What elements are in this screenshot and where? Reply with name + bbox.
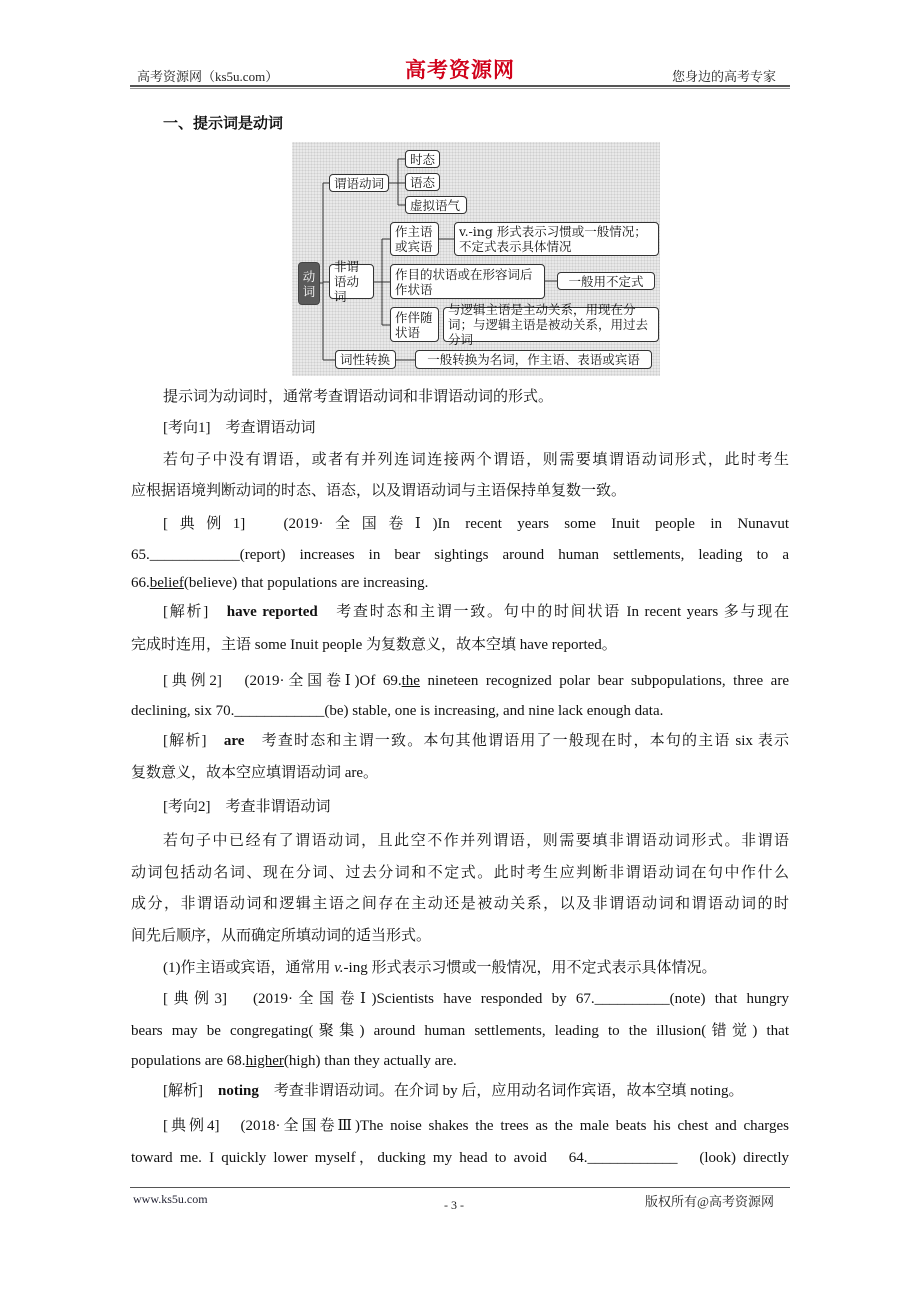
text-segment: [典例3] (2019·全国卷Ⅰ)Scientists have responded by 67.__________(note) that hungry xyxy=(163,991,789,1007)
text-segment: 提示词为动词时，通常考查谓语动词和非谓语动词的形式。 xyxy=(163,389,554,405)
node-as-subject-object: 作主语或宾语 xyxy=(390,222,439,256)
text-line xyxy=(163,797,789,817)
verb-mind-map xyxy=(292,142,660,376)
text-segment: [考向2] 考查非谓语动词 xyxy=(163,799,331,815)
note-subject-object: v.-ing 形式表示习惯或一般情况；不定式表示具体情况 xyxy=(454,222,659,256)
text-segment: [解析] xyxy=(163,1083,218,1099)
text-line xyxy=(163,387,789,407)
footer-copyright: 版权所有@高考资源网 xyxy=(645,1194,774,1209)
footer-divider xyxy=(130,1187,790,1188)
text-segment: [解析] xyxy=(163,733,224,749)
text-line xyxy=(131,926,789,946)
answer-fill: belief xyxy=(149,575,184,591)
footer-url: www.ks5u.com xyxy=(133,1192,208,1206)
text-segment: toward me. I quickly lower myself，ducking my head to avoid 64.____________ (look) directly xyxy=(131,1150,789,1166)
text-line xyxy=(131,545,789,565)
node-conversion: 词性转换 xyxy=(335,350,396,369)
header-logo: 高考资源网 xyxy=(405,58,515,82)
answer-key: are xyxy=(223,733,245,749)
text-segment: 复数意义，故本空应填谓语动词 are。 xyxy=(131,765,379,781)
text-line xyxy=(163,1116,789,1136)
text-segment: [考向1] 考查谓语动词 xyxy=(163,420,316,436)
note-purpose: 一般用不定式 xyxy=(557,272,655,290)
text-segment: bears may be congregating(聚集) around human settlements, leading to the illusion(错觉) that xyxy=(131,1023,789,1039)
text-line xyxy=(131,481,789,501)
header-slogan: 您身边的高考专家 xyxy=(672,69,777,84)
text-segment: 考查时态和主谓一致。句中的时间状语 In recent years 多与现在 xyxy=(317,604,789,620)
text-line xyxy=(163,731,789,751)
text-segment: 65.____________(report) increases in bear sightings around human settlements, leading to a xyxy=(131,547,789,563)
text-segment: nineteen recognized polar bear subpopulations, three are xyxy=(419,673,789,689)
text-segment: [解析] xyxy=(163,604,227,620)
text-line xyxy=(163,514,789,534)
node-voice: 语态 xyxy=(405,173,440,191)
node-as-accompany: 作伴随状语 xyxy=(390,307,439,342)
answer-key: have reported xyxy=(226,604,318,620)
text-line xyxy=(163,602,789,622)
text-line xyxy=(131,1021,789,1041)
text-segment: 动词包括动名词、现在分词、过去分词和不定式。此时考生应判断非谓语动词在句中作什么 xyxy=(131,865,789,881)
text-line xyxy=(131,863,789,883)
text-segment: declining, six 70.____________(be) stable, one is increasing, and nine lack enough data. xyxy=(131,703,664,719)
text-line xyxy=(131,635,789,655)
node-verb: 动词 xyxy=(298,262,320,305)
text-segment: 完成时连用，主语 some Inuit people 为复数意义，故本空填 have reported。 xyxy=(131,637,617,653)
text-line xyxy=(131,573,789,593)
answer-fill: higher xyxy=(245,1053,284,1069)
node-subjunctive: 虚拟语气 xyxy=(405,196,467,214)
text-segment: 考查非谓语动词。在介词 by 后，应用动名词作宾语，故本空填 noting。 xyxy=(258,1083,744,1099)
note-accompany: 与逻辑主语是主动关系，用现在分词；与逻辑主语是被动关系，用过去分词 xyxy=(443,307,659,342)
text-segment: [典例4] (2018·全国卷Ⅲ)The noise shakes the trees as the male beats his chest and charges xyxy=(163,1118,789,1134)
note-conversion: 一般转换为名词，作主语、表语或宾语 xyxy=(415,350,652,369)
answer-fill: the xyxy=(401,673,420,689)
page-number: - 3 - xyxy=(444,1198,464,1212)
text-line xyxy=(131,894,789,914)
text-segment: populations are 68. xyxy=(131,1053,246,1069)
text-line xyxy=(131,1051,789,1071)
text-line xyxy=(163,989,789,1009)
text-segment: (believe) that populations are increasing. xyxy=(183,575,429,591)
node-nonpredicate-verb: 非谓语动词 xyxy=(329,264,374,299)
text-segment: 成分，非谓语动词和逻辑主语之间存在主动还是被动关系，以及非谓语动词和谓语动词的时 xyxy=(131,896,789,912)
text-line xyxy=(131,763,789,783)
text-segment: 若句子中没有谓语，或者有并列连词连接两个谓语，则需要填谓语动词形式，此时考生 xyxy=(163,452,789,468)
node-as-purpose: 作目的状语或在形容词后作状语 xyxy=(390,264,545,299)
section-heading: 一、提示词是动词 xyxy=(163,116,284,132)
text-line xyxy=(163,418,789,438)
text-segment: 应根据语境判断动词的时态、语态，以及谓语动词与主语保持单复数一致。 xyxy=(131,483,627,499)
text-segment: -ing 形式表示习惯或一般情况，用不定式表示具体情况。 xyxy=(343,960,717,976)
text-line xyxy=(163,1081,789,1101)
node-tense: 时态 xyxy=(405,150,440,168)
answer-key: noting xyxy=(218,1083,259,1099)
header-site-name: 高考资源网（ks5u.com） xyxy=(137,69,279,84)
text-segment: (high) than they actually are. xyxy=(283,1053,457,1069)
text-segment: [典例2] (2019·全国卷Ⅰ)Of 69. xyxy=(163,673,402,689)
node-predicate-verb: 谓语动词 xyxy=(329,174,389,192)
text-line xyxy=(131,1148,789,1168)
text-line xyxy=(131,701,789,721)
text-segment: v. xyxy=(334,960,344,976)
text-segment: 间先后顺序，从而确定所填动词的适当形式。 xyxy=(131,928,432,944)
text-line xyxy=(163,671,789,691)
header-divider xyxy=(130,85,790,89)
text-segment: 考查时态和主谓一致。本句其他谓语用了一般现在时，本句的主语 six 表示 xyxy=(244,733,789,749)
text-segment: (1)作主语或宾语，通常用 xyxy=(163,960,335,976)
text-line xyxy=(163,958,789,978)
text-line xyxy=(163,450,789,470)
text-segment: [典例1] (2019·全国卷Ⅰ)In recent years some Inuit people in Nunavut xyxy=(163,516,789,532)
text-segment: 若句子中已经有了谓语动词，且此空不作并列谓语，则需要填非谓语动词形式。非谓语 xyxy=(163,833,789,849)
text-line xyxy=(163,831,789,851)
text-segment: 66. xyxy=(131,575,150,591)
